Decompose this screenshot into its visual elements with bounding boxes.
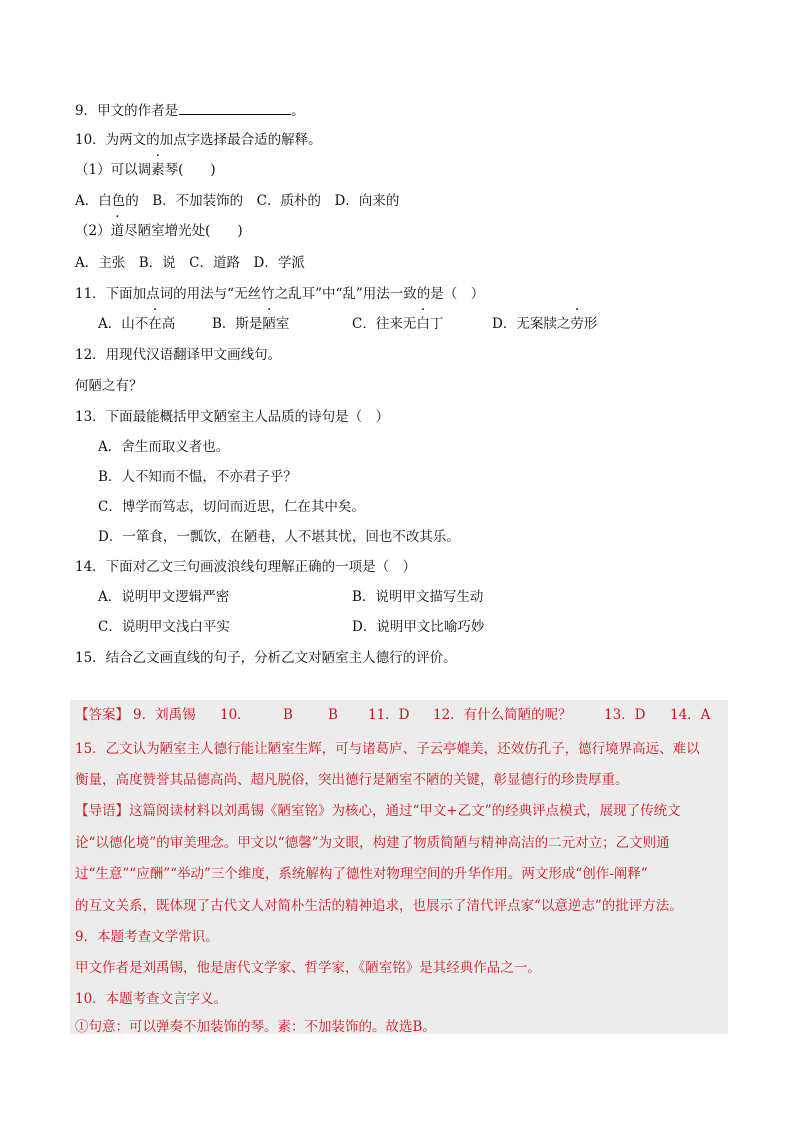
guide-line1: 【导语】这篇阅读材料以刘禹锡《陋室铭》为核心，通过“甲文+乙文”的经典评点模式，展现了传统文 — [75, 803, 681, 819]
dotted-char: 素 — [151, 162, 165, 178]
explanation-10-body: ①句意：可以弹奏不加装饰的琴。素：不加装饰的。故选B。 — [75, 1019, 436, 1035]
question-12-sentence: 何陋之有？ — [75, 378, 143, 394]
q14-option-c: C．说明甲文浅白平实 — [98, 619, 230, 635]
guide-line4: 的互文关系，既体现了古代文人对简朴生活的精神追求，也展示了清代评点家“以意逆志”的批评方法。 — [75, 898, 683, 914]
question-10-sub2-options: A．主张 B．说 C．道路 D．学派 — [75, 255, 305, 271]
guide-line2: 论“以德化境”的审美理念。甲文以“德馨”为文眼，构建了物质简陋与精神高洁的二元对立；乙文则通 — [75, 835, 670, 851]
dotted-char: 道 — [110, 223, 125, 239]
answer-15-line1: 15．乙文认为陋室主人德行能让陋室生辉，可与诸葛庐、子云亭媲美，还效仿孔子，德行境界高远、难以 — [75, 741, 700, 757]
q11-option-a: A．山不在高 — [98, 316, 176, 332]
q14-option-d: D．说明甲文比喻巧妙 — [352, 619, 485, 635]
answer-blank — [179, 101, 291, 115]
dotted-char: 陋 — [262, 316, 276, 332]
answer-10-2: B — [328, 707, 338, 723]
question-12-stem: 12．用现代汉语翻译甲文画线句。 — [75, 347, 282, 363]
answer-10-1: B — [283, 707, 293, 723]
q11-option-b: B．斯是陋室 — [212, 316, 290, 332]
dotted-char: 白 — [416, 316, 430, 332]
answer-11: 11．D — [368, 707, 410, 723]
answer-10-label: 10． — [220, 707, 251, 723]
question-13-stem: 13．下面最能概括甲文陋室主人品质的诗句是（ ） — [75, 409, 390, 425]
question-10-sub1: （1）可以调素琴( ) — [75, 162, 216, 178]
q14-option-a: A．说明甲文逻辑严密 — [98, 589, 230, 605]
question-15-stem: 15．结合乙文画直线的句子，分析乙文对陋室主人德行的评价。 — [75, 650, 457, 666]
q13-option-a: A．舍生而取义者也。 — [98, 439, 230, 455]
explanation-10-head: 10．本题考查文言字义。 — [75, 991, 228, 1007]
guide-line3: 过“生意”“应酬”“举动”三个维度，系统解构了德性对物理空间的升华作用。两文形成“创作-阐释” — [75, 866, 648, 882]
dotted-char: 在 — [148, 316, 162, 332]
question-9 — [75, 101, 305, 120]
q9-text: 9．甲文的作者是 — [75, 103, 179, 119]
q11-option-c: C．往来无白丁 — [352, 316, 444, 332]
question-10-sub2: （2）道尽陋室增光处( ) — [75, 223, 243, 239]
q13-option-b: B．人不知而不愠，不亦君子乎？ — [98, 469, 297, 485]
dotted-char: 劳 — [570, 316, 584, 332]
question-10-stem: 10．为两文的加点字选择最合适的解释。 — [75, 132, 322, 148]
answer-13: 13．D — [604, 707, 646, 723]
question-11-stem: 11．下面加点词的用法与“无丝竹之乱耳”中“乱”用法一致的是（ ） — [75, 286, 485, 302]
question-10-sub1-options: A．白色的 B．不加装饰的 C．质朴的 D．向来的 — [75, 193, 400, 209]
answer-label: 【答案】 — [75, 707, 129, 723]
answer-12: 12．有什么简陋的呢？ — [433, 707, 572, 723]
question-14-stem: 14．下面对乙文三句画波浪线句理解正确的一项是（ ） — [75, 559, 417, 575]
answer-9: 9．刘禹锡 — [133, 707, 196, 723]
answer-14: 14．A — [670, 707, 711, 723]
q9-end: 。 — [291, 103, 305, 119]
q13-option-d: D．一箪食，一瓢饮，在陋巷，人不堪其忧，回也不改其乐。 — [98, 529, 460, 545]
q13-option-c: C．博学而笃志，切问而近思，仁在其中矣。 — [98, 499, 365, 515]
answer-15-line2: 衡量，高度赞誉其品德高尚、超凡脱俗，突出德行是陋室不陋的关键，彰显德行的珍贵厚重。 — [75, 772, 629, 788]
q11-option-d: D．无案牍之劳形 — [492, 316, 598, 332]
q14-option-b: B．说明甲文描写生动 — [352, 589, 484, 605]
explanation-9-head: 9．本题考查文学常识。 — [75, 929, 219, 945]
explanation-9-body: 甲文作者是刘禹锡，他是唐代文学家、哲学家，《陋室铭》是其经典作品之一。 — [75, 960, 541, 976]
